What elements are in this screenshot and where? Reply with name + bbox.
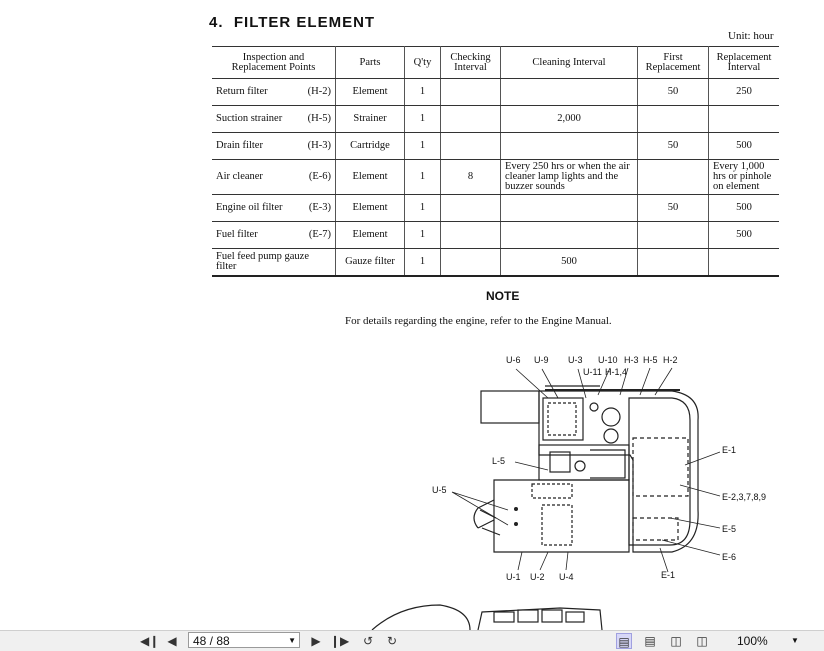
row-qty: 1 — [405, 133, 441, 160]
row-name: Suction strainer (H-5) — [212, 106, 336, 133]
next-page-icon[interactable]: ▶ — [311, 634, 321, 648]
row-part: Cartridge — [336, 133, 405, 160]
row-clean: Every 250 hrs or when the air cleaner lamp lights and the buzzer sounds — [501, 160, 638, 195]
col-header: First Replacement — [638, 47, 709, 79]
row-part: Element — [336, 222, 405, 249]
row-part: Gauze filter — [336, 249, 405, 277]
col-header: Parts — [336, 47, 405, 79]
row-qty: 1 — [405, 249, 441, 277]
continuous-view-icon[interactable]: ▤ — [644, 634, 656, 648]
zoom-level[interactable]: 100% — [737, 634, 768, 648]
unit-label: Unit: hour — [728, 30, 774, 42]
diagram-label: U-11 — [583, 367, 602, 377]
diagram-label: H-3 — [624, 355, 639, 365]
col-header: Q'ty — [405, 47, 441, 79]
diagram-label: U-1 — [506, 572, 521, 582]
row-part: Element — [336, 79, 405, 106]
row-interval: 500 — [709, 133, 780, 160]
row-clean: 2,000 — [501, 106, 638, 133]
continuous-facing-view-icon[interactable]: ◫ — [696, 634, 708, 648]
row-check: 8 — [441, 160, 501, 195]
facing-view-icon[interactable]: ◫ — [670, 634, 682, 648]
diagram-label: U-9 — [534, 355, 549, 365]
row-interval: 500 — [709, 195, 780, 222]
row-clean: 500 — [501, 249, 638, 277]
row-first: 50 — [638, 79, 709, 106]
diagram-label: U-4 — [559, 572, 574, 582]
row-interval: 250 — [709, 79, 780, 106]
row-part: Element — [336, 195, 405, 222]
row-qty: 1 — [405, 106, 441, 133]
row-first: 50 — [638, 133, 709, 160]
diagram-label: H-5 — [643, 355, 658, 365]
row-part: Element — [336, 160, 405, 195]
row-qty: 1 — [405, 222, 441, 249]
diagram-label: U-6 — [506, 355, 521, 365]
row-part: Strainer — [336, 106, 405, 133]
diagram-label: U-3 — [568, 355, 583, 365]
col-header: Replacement Interval — [709, 47, 780, 79]
viewer-toolbar — [0, 630, 824, 651]
note-heading: NOTE — [486, 289, 520, 303]
diagram-label: H-2 — [663, 355, 678, 365]
diagram-label: U-2 — [530, 572, 545, 582]
diagram-label: L-5 — [492, 456, 506, 466]
first-page-icon[interactable]: ◀❙ — [140, 634, 160, 648]
row-interval: Every 1,000 hrs or pinhole on element — [709, 160, 780, 195]
go-back-icon[interactable]: ↺ — [362, 634, 374, 648]
row-qty: 1 — [405, 79, 441, 106]
page-number-input[interactable]: 48 / 88 ▼ — [188, 632, 300, 648]
previous-page-icon[interactable]: ◀ — [167, 634, 177, 648]
row-interval: 500 — [709, 222, 780, 249]
diagram-label: E-1 — [722, 445, 737, 455]
row-name: Fuel filter (E-7) — [212, 222, 336, 249]
diagram-label: E-6 — [722, 552, 737, 562]
diagram-label: U-5 — [432, 485, 447, 495]
row-first: 50 — [638, 195, 709, 222]
row-name: Air cleaner (E-6) — [212, 160, 336, 195]
chevron-down-icon[interactable]: ▼ — [288, 636, 296, 645]
last-page-icon[interactable]: ❙▶ — [330, 634, 350, 648]
note-text: For details regarding the engine, refer to the Engine Manual. — [345, 315, 612, 327]
col-header: Checking Interval — [441, 47, 501, 79]
row-name: Drain filter (H-3) — [212, 133, 336, 160]
col-header: Inspection and Replacement Points — [212, 47, 336, 79]
radiator-fins — [481, 391, 539, 423]
row-name: Return filter (H-2) — [212, 79, 336, 106]
single-page-view-icon[interactable]: ▤ — [616, 633, 632, 649]
row-qty: 1 — [405, 160, 441, 195]
row-name: Fuel feed pump gauze filter — [212, 249, 336, 277]
diagram-label: E-2,3,7,8,9 — [722, 492, 767, 502]
go-forward-icon[interactable]: ↻ — [386, 634, 398, 648]
section-title: 4. FILTER ELEMENT — [209, 14, 376, 31]
row-name: Engine oil filter (E-3) — [212, 195, 336, 222]
diagram-label: H-1,4 — [605, 367, 628, 377]
diagram-label: E-5 — [722, 524, 737, 534]
row-qty: 1 — [405, 195, 441, 222]
diagram-label: U-10 — [598, 355, 618, 365]
zoom-dropdown-icon[interactable]: ▼ — [791, 636, 799, 645]
diagram-label: E-1 — [661, 570, 676, 580]
col-header: Cleaning Interval — [501, 47, 638, 79]
